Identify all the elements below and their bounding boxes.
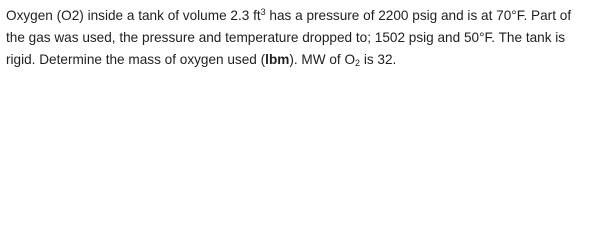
problem-text: has a pressure of 2200 psig and is at 70°F. Part of xyxy=(265,8,572,23)
problem-text: ). MW of O xyxy=(289,52,356,67)
oxygen-subscript: 2 xyxy=(355,58,361,68)
problem-text: the gas was used, the pressure and temperature dropped to; 1502 psig and 50°F. The tank is xyxy=(6,30,566,45)
problem-statement xyxy=(6,5,611,71)
problem-text: is 32. xyxy=(360,52,397,67)
cubic-exponent: 3 xyxy=(260,7,266,17)
problem-line-3 xyxy=(6,49,611,71)
problem-text: Oxygen (O2) inside a tank of volume 2.3 ft xyxy=(6,8,261,23)
problem-line-2 xyxy=(6,27,611,49)
problem-text: rigid. Determine the mass of oxygen used ( xyxy=(6,52,266,67)
problem-line-1 xyxy=(6,5,611,27)
unit-emphasis: lbm xyxy=(265,52,290,67)
